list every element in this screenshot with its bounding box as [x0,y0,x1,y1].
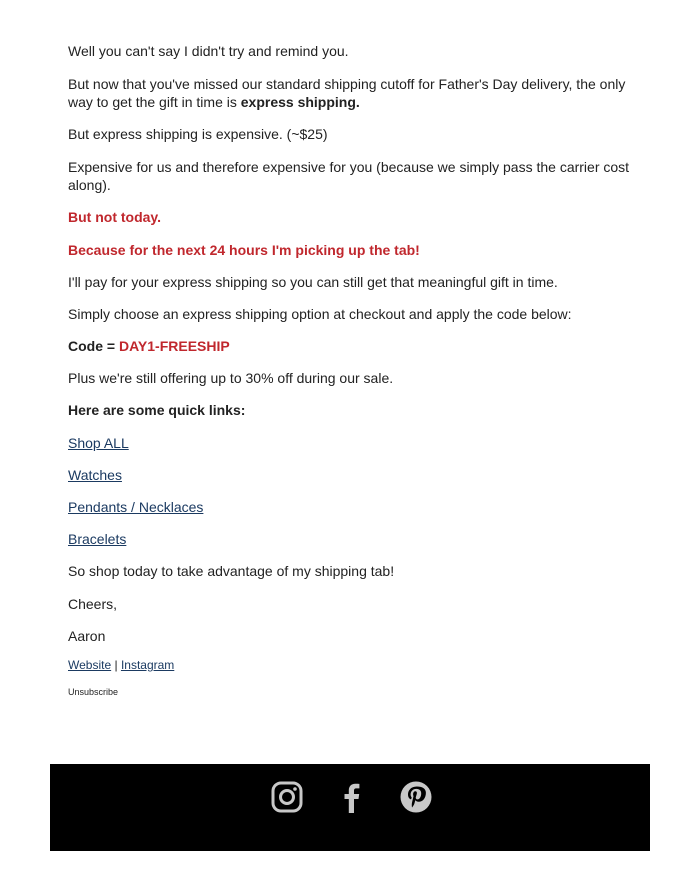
sale-line: Plus we're still offering up to 30% off during our sale. [68,370,394,386]
quick-links-heading: Here are some quick links: [68,402,246,418]
unsubscribe-line [68,686,643,698]
carrier-cost-paragraph: Expensive for us and therefore expensive for you (because we simply pass the carrier cost along). [68,159,630,193]
express-shipping-emphasis: express shipping. [240,94,360,110]
instagram-icon[interactable] [270,780,304,814]
shop-today-line: So shop today to take advantage of my shipping tab! [68,563,395,579]
promo-code-line [68,337,643,355]
instagram-link[interactable]: Instagram [120,658,175,672]
footer-links [68,658,643,672]
shipping-cutoff-text: But now that you've missed our standard shipping cutoff for Father's Day delivery, the only way to get the gift in time is [68,76,626,110]
instagram-glyph [270,780,304,814]
social-footer [50,764,650,851]
link-shop-all[interactable]: Shop ALL [68,435,129,451]
pinterest-icon[interactable] [399,780,433,814]
unsubscribe-link[interactable]: Unsubscribe [68,687,119,697]
link-pendants-necklaces[interactable]: Pendants / Necklaces [68,499,204,515]
checkout-instructions: Simply choose an express shipping option at checkout and apply the code below: [68,306,572,322]
promo-code-value: DAY1-FREESHIP [118,338,230,354]
signature: Aaron [68,628,106,644]
not-today-heading: But not today. [68,209,162,225]
footer-link-separator: | [111,658,121,672]
promo-code-label: Code = [68,338,119,354]
facebook-glyph [335,780,369,814]
link-watches[interactable]: Watches [68,467,122,483]
facebook-icon[interactable] [335,780,369,814]
shipping-cutoff-paragraph [68,75,643,111]
link-bracelets[interactable]: Bracelets [68,531,127,547]
expense-line: But express shipping is expensive. (~$25) [68,126,328,142]
pinterest-glyph [399,780,433,814]
website-link[interactable]: Website [68,658,112,672]
signoff: Cheers, [68,596,118,612]
pay-shipping-line: I'll pay for your express shipping so you can still get that meaningful gift in time. [68,274,558,290]
picking-up-tab-heading: Because for the next 24 hours I'm picking up the tab! [68,242,420,258]
intro-line: Well you can't say I didn't try and remind you. [68,43,349,59]
